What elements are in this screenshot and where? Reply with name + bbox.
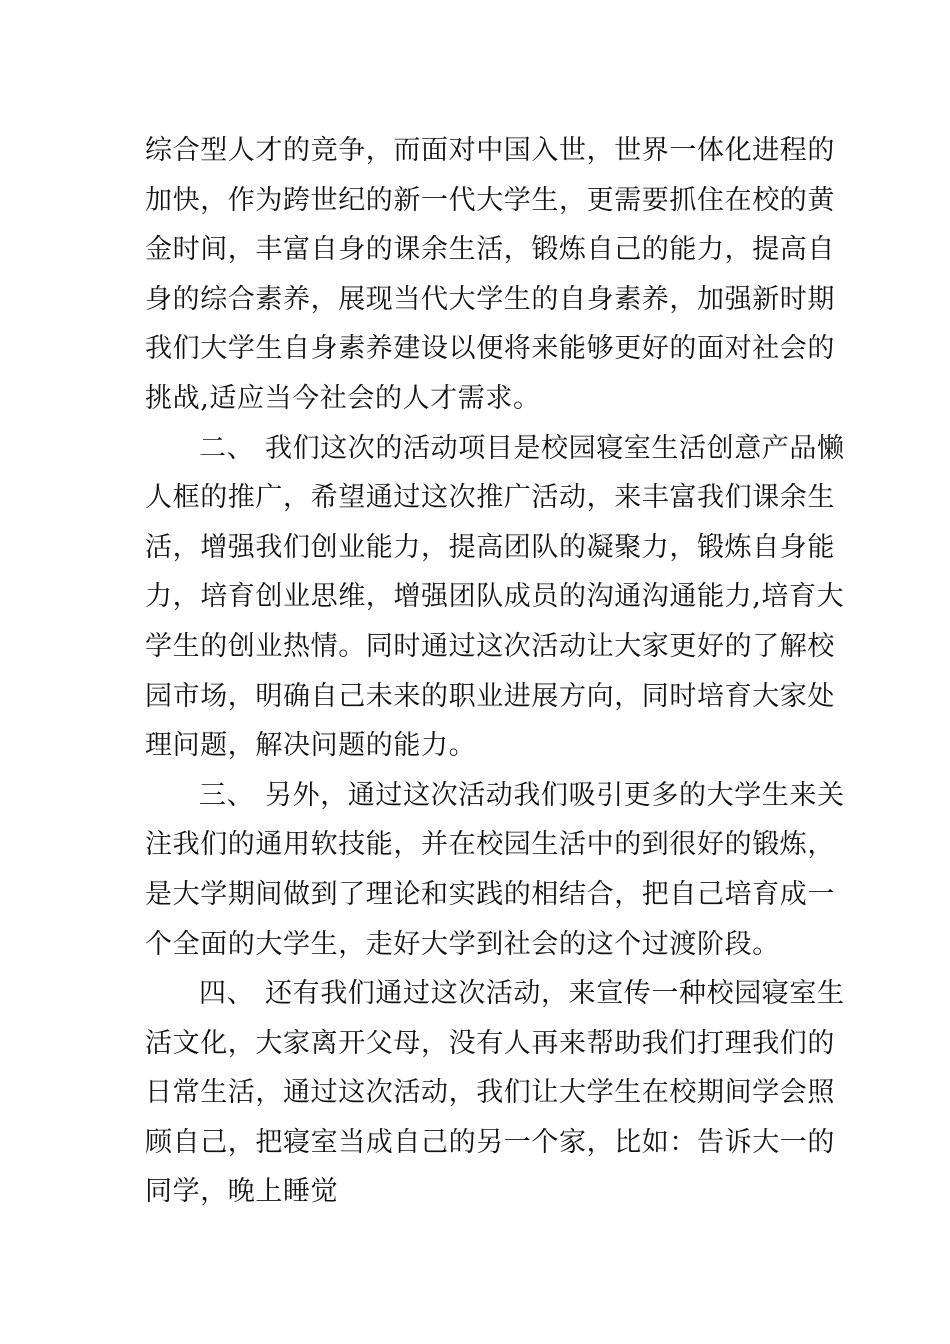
text-line: 园市场，明确自己未来的职业进展方向，同时培育大家处 <box>145 680 835 712</box>
section-number: 四、 <box>199 978 255 1010</box>
text-line: 活文化，大家离开父母，没有人再来帮助我们打理我们的 <box>145 1027 835 1059</box>
text-line: 是大学期间做到了理论和实践的相结合，把自己培育成一 <box>145 878 835 910</box>
paragraph-4 <box>145 969 845 1217</box>
text-line: 还有我们通过这次活动，来宣传一种校园寝室生 <box>265 978 845 1010</box>
text-line: 理问题，解决问题的能力。 <box>145 730 477 762</box>
document-body <box>145 126 845 1217</box>
paragraph-first-line <box>145 969 845 1019</box>
section-number: 二、 <box>199 432 255 464</box>
text-line: 我们这次的活动项目是校园寝室生活创意产品懒 <box>265 432 845 464</box>
text-line: 金时间，丰富自身的课余生活，锻炼自己的能力，提高自 <box>145 234 835 266</box>
text-line: 力，培育创业思维，增强团队成员的沟通沟通能力,培育大 <box>145 581 845 613</box>
text-line: 我们大学生自身素养建设以便将来能够更好的面对社会的 <box>145 333 835 365</box>
paragraph-3 <box>145 771 845 969</box>
section-number: 三、 <box>199 779 255 811</box>
text-line: 身的综合素养，展现当代大学生的自身素养，加强新时期 <box>145 283 835 315</box>
text-line: 日常生活，通过这次活动，我们让大学生在校期间学会照 <box>145 1077 835 1109</box>
paragraph-first-line <box>145 771 845 821</box>
paragraph-first-line <box>145 424 845 474</box>
text-line: 注我们的通用软技能，并在校园生活中的到很好的锻炼， <box>145 829 835 861</box>
text-line: 活，增强我们创业能力，提高团队的凝聚力，锻炼自身能 <box>145 531 835 563</box>
text-line: 个全面的大学生，走好大学到社会的这个过渡阶段。 <box>145 928 780 960</box>
text-line: 综合型人才的竞争，而面对中国入世，世界一体化进程的 <box>145 135 835 166</box>
text-line: 挑战,适应当今社会的人才需求。 <box>145 382 541 414</box>
paragraph-2 <box>145 424 845 771</box>
text-line: 另外，通过这次活动我们吸引更多的大学生来关 <box>265 779 845 811</box>
text-line: 同学，晚上睡觉 <box>145 1176 339 1208</box>
paragraph-1 <box>145 126 835 424</box>
text-line: 人框的推广，希望通过这次推广活动，来丰富我们课余生 <box>145 482 835 514</box>
text-line: 加快，作为跨世纪的新一代大学生，更需要抓住在校的黄 <box>145 184 835 216</box>
text-line: 顾自己，把寝室当成自己的另一个家，比如：告诉大一的 <box>145 1126 835 1158</box>
text-line: 学生的创业热情。同时通过这次活动让大家更好的了解校 <box>145 630 835 662</box>
